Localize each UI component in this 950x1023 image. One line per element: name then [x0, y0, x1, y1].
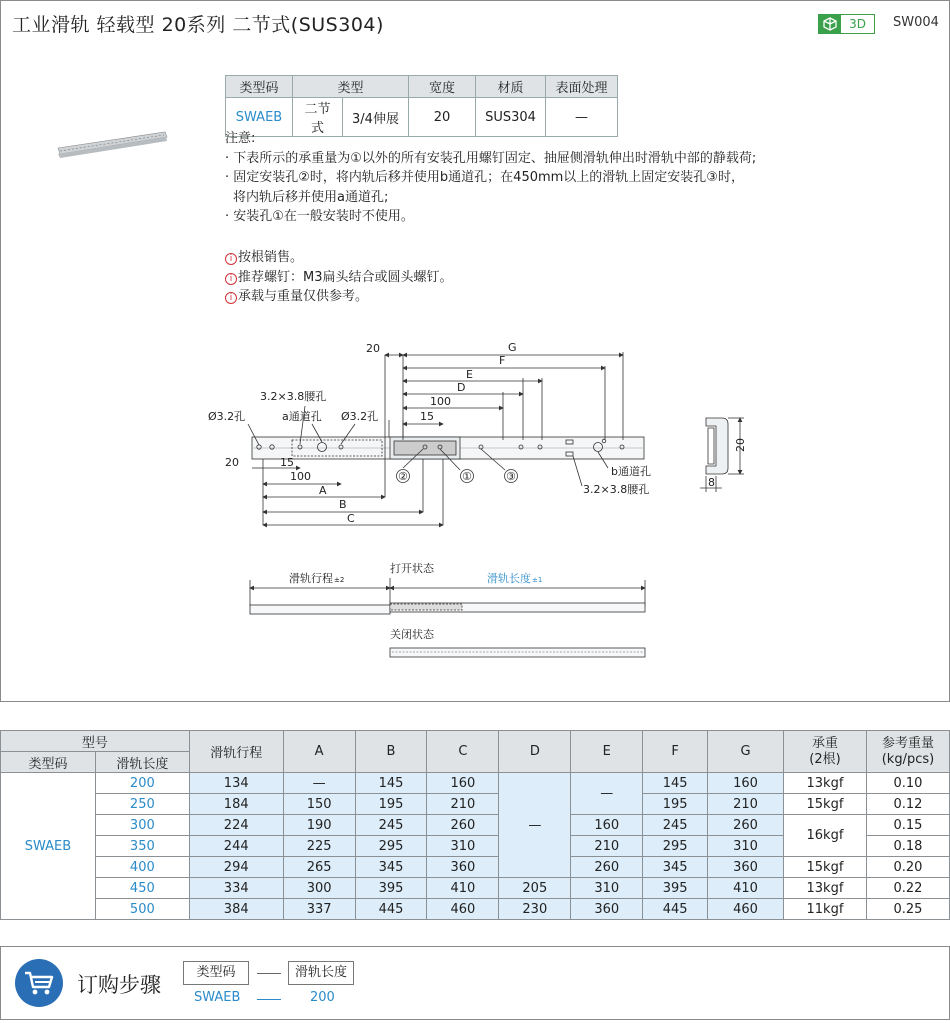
spec-header: 材质: [476, 76, 546, 98]
cell: —: [283, 773, 355, 794]
cell: 345: [643, 857, 708, 878]
cell: 195: [355, 794, 427, 815]
cell: 0.20: [866, 857, 949, 878]
dim-C: C: [347, 512, 355, 525]
cell: 0.15: [866, 815, 949, 836]
cell: 384: [189, 899, 283, 920]
order-value-type-code: SWAEB: [194, 990, 241, 1005]
cell: 0.25: [866, 899, 949, 920]
order-title: 订购步骤: [77, 973, 161, 997]
cell: 337: [283, 899, 355, 920]
col-header: B: [355, 731, 427, 773]
label-hole-mid: Ø3.2孔: [341, 410, 379, 423]
cell: 360: [708, 857, 784, 878]
info-icon: i: [225, 292, 237, 304]
type-code-cell: SWAEB: [1, 773, 96, 920]
table-row: [1, 794, 950, 815]
info-item: i 承载与重量仅供参考。: [225, 287, 453, 307]
col-header: C: [427, 731, 499, 773]
dim-100-mid: 100: [430, 395, 451, 408]
dimension-table: [0, 730, 950, 920]
len-cell: 400: [95, 857, 189, 878]
label-travel: 滑轨行程±2: [289, 572, 345, 585]
cell: 160: [708, 773, 784, 794]
table-row: [1, 773, 950, 794]
cell: 13kgf: [784, 878, 867, 899]
info-icon: i: [225, 273, 237, 285]
spec-header: 表面处理: [546, 76, 618, 98]
cell: 225: [283, 836, 355, 857]
len-cell: 200: [95, 773, 189, 794]
label-rail-length: 滑轨长度±1: [487, 572, 543, 585]
dim-B: B: [339, 498, 347, 511]
cell: 245: [643, 815, 708, 836]
table-row: [1, 857, 950, 878]
col-header: F: [643, 731, 708, 773]
cell: 334: [189, 878, 283, 899]
order-connector: [257, 973, 281, 974]
col-header: A: [283, 731, 355, 773]
cell: 184: [189, 794, 283, 815]
cell: 410: [708, 878, 784, 899]
spec-type-a: 二节式: [293, 98, 343, 137]
cell: 16kgf: [784, 815, 867, 857]
cell: 300: [283, 878, 355, 899]
cell: 190: [283, 815, 355, 836]
note-line: · 下表所示的承重量为①以外的所有安装孔用螺钉固定、抽屉侧滑轨伸出时滑轨中部的静载荷;: [225, 150, 757, 166]
cell: 15kgf: [784, 794, 867, 815]
note-line: · 固定安装孔②时，将内轨后移并使用b通道孔；在450mm以上的滑轨上固定安装孔③时，: [225, 170, 744, 185]
sub-header: 滑轨长度: [95, 752, 189, 773]
spec-type-code: SWAEB: [226, 98, 293, 137]
circled-1: ①: [462, 470, 472, 483]
cell: 0.10: [866, 773, 949, 794]
spec-width: 20: [409, 98, 476, 137]
note-line: 将内轨后移并使用a通道孔;: [233, 189, 389, 205]
spec-header: 宽度: [409, 76, 476, 98]
cell: 295: [643, 836, 708, 857]
cell: 205: [499, 878, 571, 899]
dim-20-top: 20: [366, 342, 380, 355]
cell: 0.12: [866, 794, 949, 815]
dim-15-mid: 15: [420, 410, 434, 423]
col-header: E: [571, 731, 643, 773]
cell: 145: [643, 773, 708, 794]
label-closed-state: 关闭状态: [390, 628, 434, 641]
order-box-rail-length: 滑轨长度: [288, 961, 354, 985]
dim-D: D: [457, 381, 466, 394]
cart-icon: [15, 959, 63, 1007]
spec-type-b: 3/4伸展: [343, 98, 409, 137]
cell: 260: [571, 857, 643, 878]
cell: 395: [355, 878, 427, 899]
page-title: 工业滑轨 轻载型 20系列 二节式(SUS304): [12, 14, 384, 36]
col-header: 滑轨行程: [189, 731, 283, 773]
cell: 345: [355, 857, 427, 878]
cell: 145: [355, 773, 427, 794]
cell: 210: [708, 794, 784, 815]
dim-A: A: [319, 484, 327, 497]
circled-2: ②: [398, 470, 408, 483]
cell: 410: [427, 878, 499, 899]
spec-header: 类型: [293, 76, 409, 98]
cell: 310: [708, 836, 784, 857]
cell: 0.18: [866, 836, 949, 857]
label-slot-right: 3.2×3.8腰孔: [583, 483, 650, 496]
order-connector: [257, 999, 281, 1000]
cell: 360: [427, 857, 499, 878]
order-steps-panel: [0, 946, 950, 1020]
label-b-channel: b通道孔: [611, 465, 651, 478]
col-header: 承重 (2根): [784, 731, 867, 773]
cell: 0.22: [866, 878, 949, 899]
side-dim-8: 8: [708, 476, 715, 489]
notes-heading: 注意:: [225, 131, 256, 146]
cell: 13kgf: [784, 773, 867, 794]
cell: 360: [571, 899, 643, 920]
cell: 460: [708, 899, 784, 920]
sub-header: 类型码: [1, 752, 96, 773]
side-dim-20: 20: [734, 438, 747, 452]
cell: 160: [427, 773, 499, 794]
cell: 15kgf: [784, 857, 867, 878]
cell: 265: [283, 857, 355, 878]
group-header: 型号: [1, 731, 190, 752]
dim-100-left: 100: [290, 470, 311, 483]
cell: 224: [189, 815, 283, 836]
cell: 11kgf: [784, 899, 867, 920]
cell: 260: [708, 815, 784, 836]
cell: 230: [499, 899, 571, 920]
cell: —: [571, 773, 643, 815]
3d-label: 3D: [849, 17, 866, 31]
label-open-state: 打开状态: [390, 562, 434, 575]
cell: 150: [283, 794, 355, 815]
cell: 295: [355, 836, 427, 857]
spec-material: SUS304: [476, 98, 546, 137]
cell: 310: [427, 836, 499, 857]
info-item: i 推荐螺钉：M3扁头结合或圆头螺钉。: [225, 268, 453, 288]
info-item: i 按根销售。: [225, 248, 453, 268]
note-line: · 安装孔①在一般安装时不使用。: [225, 209, 414, 224]
cell: 210: [571, 836, 643, 857]
cell: 294: [189, 857, 283, 878]
cell: 134: [189, 773, 283, 794]
order-box-type-code: 类型码: [183, 961, 249, 985]
dim-E: E: [466, 368, 473, 381]
len-cell: 350: [95, 836, 189, 857]
cell: 210: [427, 794, 499, 815]
cell: 460: [427, 899, 499, 920]
len-cell: 300: [95, 815, 189, 836]
label-slot-left: 3.2×3.8腰孔: [260, 390, 327, 403]
cell: 160: [571, 815, 643, 836]
col-header: D: [499, 731, 571, 773]
dim-G: G: [508, 341, 517, 354]
dim-20-left: 20: [225, 456, 239, 469]
spec-surface: —: [546, 98, 618, 137]
label-hole-left: Ø3.2孔: [208, 410, 246, 423]
table-row: [1, 815, 950, 836]
cell: —: [499, 773, 571, 878]
product-code: SW004: [893, 15, 939, 30]
cell: 445: [355, 899, 427, 920]
cell: 310: [571, 878, 643, 899]
cell: 244: [189, 836, 283, 857]
len-cell: 500: [95, 899, 189, 920]
table-row: [1, 899, 950, 920]
label-a-channel: a通道孔: [282, 410, 322, 423]
spec-header: 类型码: [226, 76, 293, 98]
info-icon: i: [225, 253, 237, 265]
cell: 445: [643, 899, 708, 920]
cell: 245: [355, 815, 427, 836]
len-cell: 450: [95, 878, 189, 899]
col-header: G: [708, 731, 784, 773]
len-cell: 250: [95, 794, 189, 815]
cell: 260: [427, 815, 499, 836]
table-row: [1, 878, 950, 899]
dim-15-left: 15: [280, 456, 294, 469]
cell: 195: [643, 794, 708, 815]
dim-F: F: [499, 354, 506, 367]
cell: 395: [643, 878, 708, 899]
order-value-rail-length: 200: [310, 990, 335, 1005]
col-header: 参考重量 (kg/pcs): [866, 731, 949, 773]
circled-3: ③: [506, 470, 516, 483]
